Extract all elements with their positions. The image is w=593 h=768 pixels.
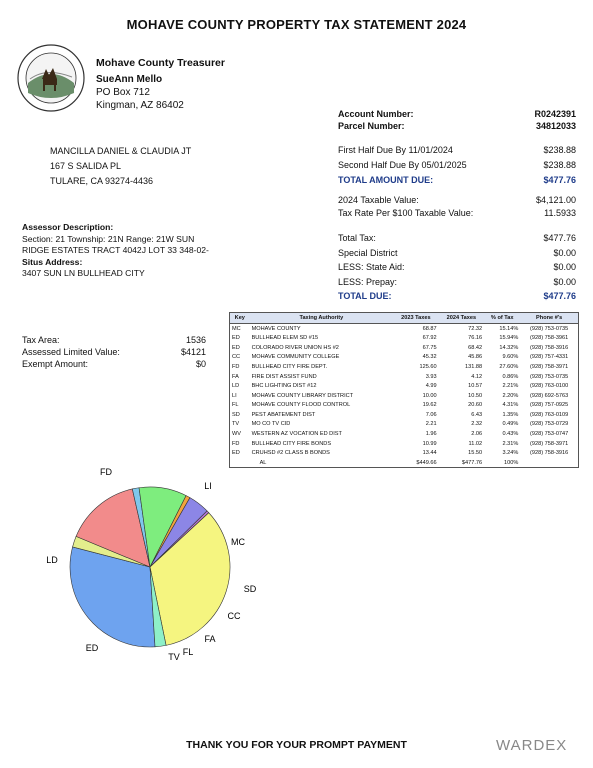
table-header-row [230,313,579,324]
treasurer-office: Mohave County Treasurer [96,57,225,69]
table-row [230,410,579,420]
table-cell: 67.75 [422,344,437,351]
pie-label: FD [100,467,112,477]
table-cell: MO CO TV CID [251,421,291,428]
exempt-amount-label: Exempt Amount: [22,359,89,369]
table-row [230,334,579,344]
table-cell: 3.93 [425,373,437,380]
prepay: $0.00 [553,276,576,287]
table-row [230,391,579,401]
table-cell: 2.32 [471,421,483,428]
second-half-value: $238.88 [543,160,576,170]
statement-title: MOHAVE COUNTY PROPERTY TAX STATEMENT 2024 [126,17,467,32]
assessed-value: $4121 [180,347,206,357]
table-cell: $477.76 [461,459,483,466]
table-cell: FL [232,402,239,409]
column-header: 2024 Taxes [439,313,485,324]
table-cell: 9.60% [502,354,519,361]
table-cell: 2.21% [502,383,519,390]
treasurer-address-1: PO Box 712 [96,87,150,98]
table-cell: (928) 763-0100 [530,383,569,390]
table-row [230,343,579,353]
table-cell: 2.21 [425,421,437,428]
table-row [230,458,579,468]
total-tax-label: Total Tax: [338,233,376,243]
assessor-line-2: RIDGE ESTATES TRACT 4042J LOT 33 348-02- [22,245,209,255]
table-cell: 10.50 [468,392,483,399]
table-cell: 27.60% [499,364,519,371]
tax-distribution-pie-chart [40,467,280,672]
state-aid: $0.00 [553,262,576,273]
table-cell: 0.86% [502,373,519,380]
special-district-label: Special District [338,247,398,258]
second-half-label: Second Half Due By 05/01/2025 [338,160,467,170]
table-cell: $449.66 [416,459,437,466]
table-cell: 2.06 [471,430,483,437]
table-cell: 10.99 [422,440,437,447]
owner-line-1: MANCILLA DANIEL & CLAUDIA JT [50,146,192,156]
pie-label: LD [46,555,58,565]
first-half-value: $238.88 [543,145,576,155]
pie-label: LI [204,481,212,491]
table-cell: (928) 758-3916 [530,450,569,457]
pie-label: SD [243,584,257,594]
assessor-line-1: Section: 21 Township: 21N Range: 21W SUN [22,233,195,244]
state-aid-label: LESS: State Aid: [338,262,405,273]
table-cell: 15.14% [499,325,519,332]
table-cell: 13.44 [422,450,437,457]
parcel-number-label: Parcel Number: [338,121,405,131]
taxing-authority-table [229,312,579,468]
tax-rate-label: Tax Rate Per $100 Taxable Value: [338,208,474,218]
table-cell: MOHAVE COUNTY FLOOD CONTROL [251,402,351,409]
table-cell: 6.43 [471,411,483,418]
table-row [230,401,579,411]
situs-address: 3407 SUN LN BULLHEAD CITY [22,268,145,278]
table-cell: (928) 753-0735 [530,373,569,380]
column-header: 2023 Taxes [393,313,439,324]
table-cell: 0.43% [502,430,519,437]
table-cell: 15.50 [468,450,483,457]
column-header: Phone #'s [520,313,578,324]
special-district: $0.00 [553,247,576,258]
table-cell: MOHAVE COMMUNITY COLLEGE [251,354,340,361]
account-number: R0242391 [534,109,576,119]
pie-label: MC [231,537,245,547]
table-cell: (928) 757-4331 [530,354,569,361]
account-block [338,108,576,132]
table-cell: 100% [504,459,519,466]
table-cell: SD [232,411,240,418]
table-row [230,429,579,439]
tax-rate: 11.5933 [544,208,576,218]
table-cell: MOHAVE COUNTY LIBRARY DISTRICT [251,392,354,399]
table-cell: CC [232,354,241,361]
table-row [230,439,579,449]
total-due-label: TOTAL DUE: [338,291,392,302]
table-row [230,372,579,382]
parcel-number: 34812033 [535,121,576,131]
table-row [230,324,579,334]
taxable-block [338,194,576,220]
total-amount-due-label: TOTAL AMOUNT DUE: [338,175,434,185]
column-header: Taxing Authority [250,313,394,324]
table-cell: 10.00 [422,392,437,399]
pie-label: FA [204,634,216,644]
table-cell: BULLHEAD ELEM SD #15 [251,335,319,342]
table-cell: MOHAVE COUNTY [251,325,301,332]
table-cell: (928) 763-0109 [530,411,569,418]
table-cell [520,458,578,468]
exempt-amount: $0 [195,359,206,369]
total-due: $477.76 [543,291,576,302]
table-cell: PEST ABATEMENT DIST [251,411,316,418]
dues-block [338,143,576,188]
pie-label: ED [85,643,99,653]
prepay-label: LESS: Prepay: [338,276,398,287]
table-cell: WESTERN AZ VOCATION ED DIST [251,430,342,437]
table-cell: 67.92 [422,335,437,342]
pie-label: FL [182,647,194,657]
taxable-value: $4,121.00 [535,195,576,205]
table-cell: (928) 758-3961 [530,335,569,342]
taxable-value-label: 2024 Taxable Value: [338,195,419,205]
table-cell: LI [232,392,237,399]
table-cell: 20.60 [468,402,483,409]
table-cell: (928) 753-0735 [530,325,569,332]
assessor-heading: Assessor Description: [22,222,114,232]
pie-label: TV [168,652,180,662]
table-cell: BULLHEAD CITY FIRE DEPT. [251,364,328,371]
county-seal-icon [16,43,86,113]
table-cell: 15.94% [499,335,519,342]
table-cell: 10.57 [468,383,483,390]
table-cell: ED [232,335,240,342]
table-cell: WV [232,430,242,437]
table-cell: 19.62 [422,402,437,409]
table-cell: TV [232,421,240,428]
footer-message: THANK YOU FOR YOUR PROMPT PAYMENT [186,739,407,751]
table-cell: 1.96 [425,430,437,437]
account-number-label: Account Number: [338,109,414,119]
table-row [230,448,579,458]
tax-area-block [22,334,206,370]
table-cell: FD [232,364,240,371]
table-cell: BHC LIGHTING DIST #12 [251,383,317,390]
owner-line-3: TULARE, CA 93274-4436 [50,176,154,186]
table-cell: 2.20% [502,392,519,399]
owner-line-2: 167 S SALIDA PL [50,161,122,171]
table-cell: 3.24% [502,450,519,457]
table-row [230,381,579,391]
table-cell: LD [232,383,240,390]
table-cell: (928) 753-0747 [530,430,569,437]
table-cell: 45.32 [422,354,437,361]
table-cell: FIRE DIST ASSIST FUND [251,373,317,380]
table-cell: FA [232,373,239,380]
pie-label: CC [227,611,241,621]
table-cell [230,458,250,468]
treasurer-name: SueAnn Mello [96,74,163,85]
table-cell: (928) 757-0925 [530,402,569,409]
table-cell: 11.02 [468,440,483,447]
column-header: % of Tax [484,313,520,324]
table-cell: MC [232,325,241,332]
table-cell: COLORADO RIVER UNION HS #2 [251,344,339,351]
owner-address [50,144,191,189]
assessor-description [22,222,312,280]
table-row [230,362,579,372]
table-cell: 72.32 [468,325,483,332]
table-cell: 45.86 [468,354,483,361]
table-cell: (928) 692-5763 [530,392,569,399]
table-cell: (928) 758-3971 [530,440,569,447]
treasurer-address-2: Kingman, AZ 86402 [96,100,184,111]
table-cell: 14.32% [499,344,519,351]
table-cell: (928) 753-0729 [530,421,569,428]
table-cell: AL [259,459,267,466]
table-cell: 131.88 [465,364,483,371]
table-cell: 7.06 [425,411,437,418]
table-cell: 68.42 [468,344,483,351]
watermark: WARDEX [496,737,568,754]
table-cell: FD [232,440,240,447]
total-tax: $477.76 [543,233,576,243]
column-header: Key [230,313,250,324]
table-cell: 4.12 [471,373,483,380]
situs-heading: Situs Address: [22,256,83,267]
assessed-value-label: Assessed Limited Value: [22,347,120,357]
totals-block [338,231,576,304]
table-cell: 4.99 [425,383,437,390]
table-row [230,420,579,430]
table-cell: CRUHSD #2 CLASS B BONDS [251,450,330,457]
table-cell: 1.35% [502,411,519,418]
table-cell: (928) 758-3916 [530,344,569,351]
first-half-label: First Half Due By 11/01/2024 [338,145,453,155]
table-cell: 125.60 [419,364,437,371]
table-cell: ED [232,450,240,457]
total-amount-due: $477.76 [543,175,576,185]
table-cell: 4.31% [502,402,519,409]
table-cell: 68.87 [422,325,437,332]
table-cell: 2.31% [502,440,519,447]
table-cell: 0.49% [502,421,519,428]
tax-area-label: Tax Area: [22,335,60,345]
table-cell: ED [232,344,240,351]
table-cell: (928) 758-3971 [530,364,569,371]
table-row [230,353,579,363]
table-cell: 76.16 [468,335,483,342]
table-cell: BULLHEAD CITY FIRE BONDS [251,440,332,447]
tax-area: 1536 [185,335,206,345]
